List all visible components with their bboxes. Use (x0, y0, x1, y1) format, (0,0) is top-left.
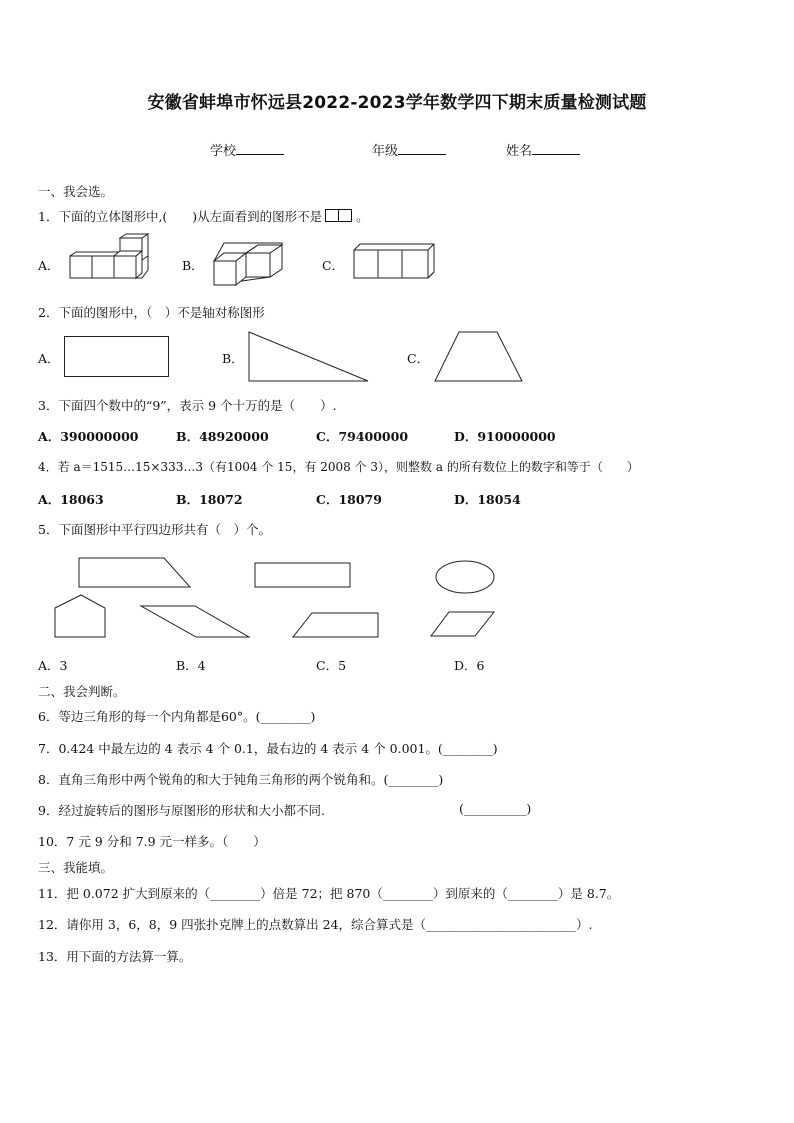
q2-right-triangle-figure (248, 331, 370, 383)
question-9-blank[interactable]: (__________) (459, 801, 532, 816)
question-13-text: 13．用下面的方法算一算。 (38, 949, 192, 964)
q1-option-b[interactable]: B． (182, 258, 204, 273)
q1-figure-c (354, 244, 434, 280)
q3-option-c[interactable]: C．79400000 (316, 429, 409, 444)
question-2-text: 2．下面的图形中，（ ）不是轴对称图形 (38, 305, 265, 320)
question-3-text: 3．下面四个数中的“9”，表示 9 个十万的是（ ）. (38, 398, 337, 413)
q2-trapezoid-figure (434, 331, 524, 383)
q1-figure-b (214, 243, 284, 288)
question-1-tail: 。 (356, 209, 369, 224)
school-label: 学校 (210, 144, 237, 159)
name-field (506, 140, 580, 159)
q2-option-a[interactable]: A． (38, 351, 60, 366)
q5-option-b[interactable]: B．4 (176, 658, 206, 673)
q3-option-a[interactable]: A．390000000 (38, 429, 139, 444)
question-5-text: 5．下面图形中平行四边形共有（ ）个。 (38, 522, 271, 537)
q3-option-d[interactable]: D．910000000 (454, 429, 556, 444)
q5-option-d[interactable]: D．6 (454, 658, 485, 673)
q4-option-b[interactable]: B．18072 (176, 492, 243, 507)
q4-option-c[interactable]: C．18079 (316, 492, 382, 507)
q1-figure-a (70, 248, 150, 286)
q5-pentagon-shape (55, 595, 105, 637)
q5-option-c[interactable]: C．5 (316, 658, 347, 673)
q2-option-b[interactable]: B． (222, 351, 244, 366)
q5-ellipse-shape (436, 561, 494, 593)
question-8-text: 8．直角三角形中两个锐角的和大于钝角三角形的两个锐角和。(________) (38, 772, 444, 787)
q5-shapes (0, 550, 794, 645)
question-1 (38, 207, 369, 225)
q2-option-c[interactable]: C． (407, 351, 430, 366)
view-square-icon (325, 209, 339, 222)
q5-parallelogram-shape-3 (431, 612, 494, 636)
section-2-heading: 二、我会判断。 (38, 684, 126, 699)
question-11-text: 11．把 0.072 扩大到原来的（________）倍是 72；把 870（________）到原来的（________）是 8.7。 (38, 886, 620, 901)
question-6-text: 6．等边三角形的每一个内角都是60°。(________) (38, 709, 316, 724)
q5-option-a[interactable]: A．3 (38, 658, 68, 673)
q5-parallelogram-shape-1 (141, 606, 249, 637)
question-12-text: 12．请你用 3，6，8，9 四张扑克牌上的点数算出 24，综合算式是（________________________）. (38, 917, 593, 932)
grade-label: 年级 (372, 144, 399, 159)
q3-option-b[interactable]: B．48920000 (176, 429, 269, 444)
grade-blank[interactable] (398, 141, 446, 155)
question-1-text: 1．下面的立体图形中,( )从左面看到的图形不是 (38, 209, 323, 224)
q2-rectangle-figure (64, 336, 170, 378)
q5-parallelogram-shape-2 (293, 613, 378, 637)
section-1-heading: 一、我会选。 (38, 184, 114, 199)
school-blank[interactable] (236, 141, 284, 155)
section-3-heading: 三、我能填。 (38, 860, 114, 875)
q4-option-a[interactable]: A．18063 (38, 492, 104, 507)
q4-option-d[interactable]: D．18054 (454, 492, 521, 507)
question-4-text: 4．若 a＝1515…15×333…3（有1004 个 15，有 2008 个 3），则整数 a 的所有数位上的数字和等于（ ） (38, 460, 639, 474)
view-square-icon (338, 209, 352, 222)
school-field (210, 140, 284, 159)
q5-rectangle-shape (255, 563, 350, 587)
name-label: 姓名 (506, 144, 533, 159)
q1-option-a[interactable]: A． (38, 258, 60, 273)
question-7-text: 7．0.424 中最左边的 4 表示 4 个 0.1，最右边的 4 表示 4 个 0.001。(________) (38, 741, 498, 756)
grade-field (372, 140, 446, 159)
q5-right-trapezoid-shape (79, 558, 190, 587)
q1-option-c[interactable]: C． (322, 258, 345, 273)
page-title: 安徽省蚌埠市怀远县2022-2023学年数学四下期末质量检测试题 (147, 93, 647, 113)
question-9-text: 9．经过旋转后的图形与原图形的形状和大小都不同. (38, 803, 325, 818)
name-blank[interactable] (532, 141, 580, 155)
question-10-text: 10．7 元 9 分和 7.9 元一样多。（ ） (38, 834, 266, 849)
